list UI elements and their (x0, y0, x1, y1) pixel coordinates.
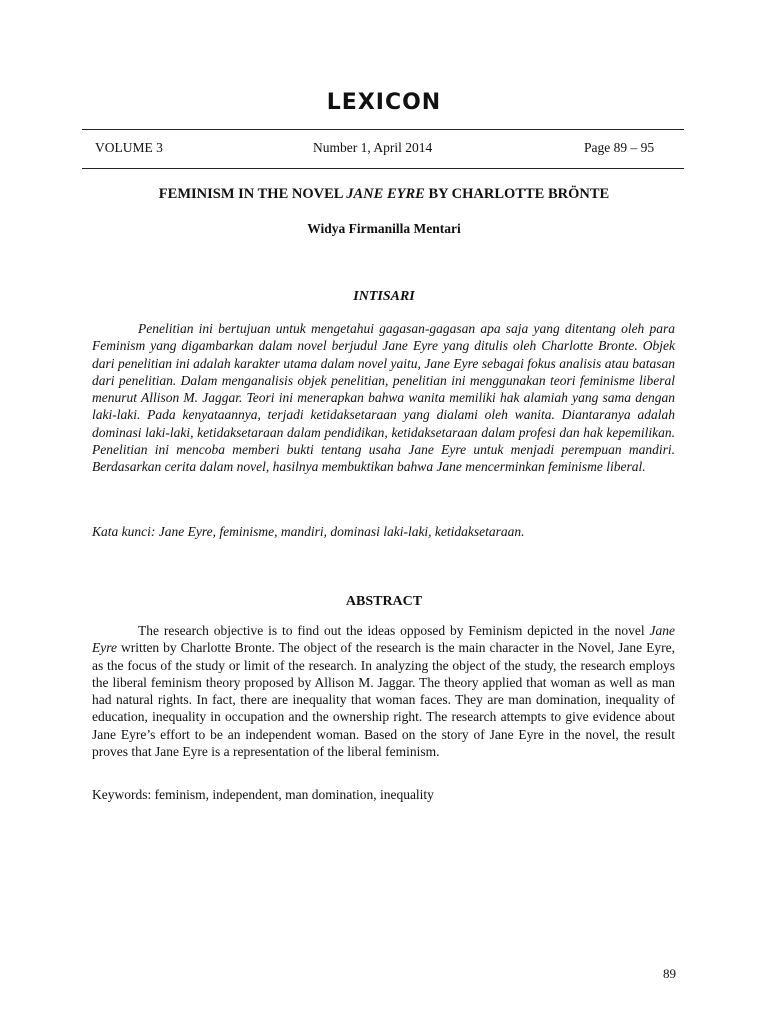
paper-title (0, 186, 768, 203)
header-top-rule (82, 129, 684, 130)
abstract-heading: ABSTRACT (345, 594, 423, 609)
abstract-keywords: Keywords: feminism, independent, man domination, inequality (92, 787, 434, 802)
abstract-text-part1: The research objective is to find out the ideas opposed by Feminism depicted in the novel (138, 623, 650, 638)
intisari-heading: INTISARI (353, 289, 415, 304)
paper-title-part2: BY CHARLOTTE BRÖNTE (424, 186, 610, 202)
page-range-label: Page 89 – 95 (584, 140, 655, 155)
paper-title-novel: JANE EYRE (346, 186, 425, 202)
paper-title-part1: FEMINISM IN THE NOVEL (158, 186, 347, 202)
intisari-paragraph: Penelitian ini bertujuan untuk mengetahui gagasan-gagasan apa saja yang ditentang oleh para Feminism yang digambarkan dalam novel berjudul Jane Eyre yang ditulis oleh Charlotte Bronte. Objek dari penelitian ini adalah karakter utama dalam novel yaitu, Jane Eyre sebagai fokus analisis atau batasan dari penelitian. Dalam menganalisis objek penelitian, penelitian ini menggunakan teori feminisme liberal menurut Allison M. Jaggar. Teori ini menerapkan bahwa wanita memiliki hak alamiah yang sama dengan laki-laki. Pada kenyataannya, terjadi ketidaksetaraan yang dialami oleh wanita. Diantaranya adalah dominasi laki-laki, ketidaksetaraan dalam pendidikan, ketidaksetaraan dalam profesi dan hak kepemilikan. Penelitian ini mencoba memberi bukti tentang usaha Jane Eyre untuk menjadi perempuan mandiri. Berdasarkan cerita dalam novel, hasilnya membuktikan bahwa Jane mencerminkan feminisme liberal. (92, 321, 675, 475)
abstract-paragraph (92, 622, 675, 760)
intisari-keywords: Kata kunci: Jane Eyre, feminisme, mandiri, dominasi laki-laki, ketidaksetaraan. (92, 524, 525, 539)
header-bottom-rule (82, 168, 684, 169)
abstract-text-part2: written by Charlotte Bronte. The object of the research is the main character in the Novel, Jane Eyre, as the focus of the study or limit of the research. In analyzing the object of the study, the research employs the liberal feminism theory proposed by Allison M. Jaggar. The theory applied that woman as well as man had natural rights. In fact, there are inequality that woman faces. They are man domination, inequality of education, inequality in occupation and the ownership right. The research attempts to give evidence about Jane Eyre’s effort to be an independent woman. Based on the story of Jane Eyre in the novel, the result proves that Jane Eyre is a representation of the liberal feminism. (92, 640, 675, 760)
issue-number-label: Number 1, April 2014 (313, 140, 433, 155)
page-number: 89 (663, 966, 676, 981)
volume-label: VOLUME 3 (95, 140, 163, 155)
journal-title: LEXICON (326, 90, 442, 115)
abstract-novel-title: Jane Eyre (92, 623, 675, 656)
author-name: Widya Firmanilla Mentari (307, 221, 461, 236)
